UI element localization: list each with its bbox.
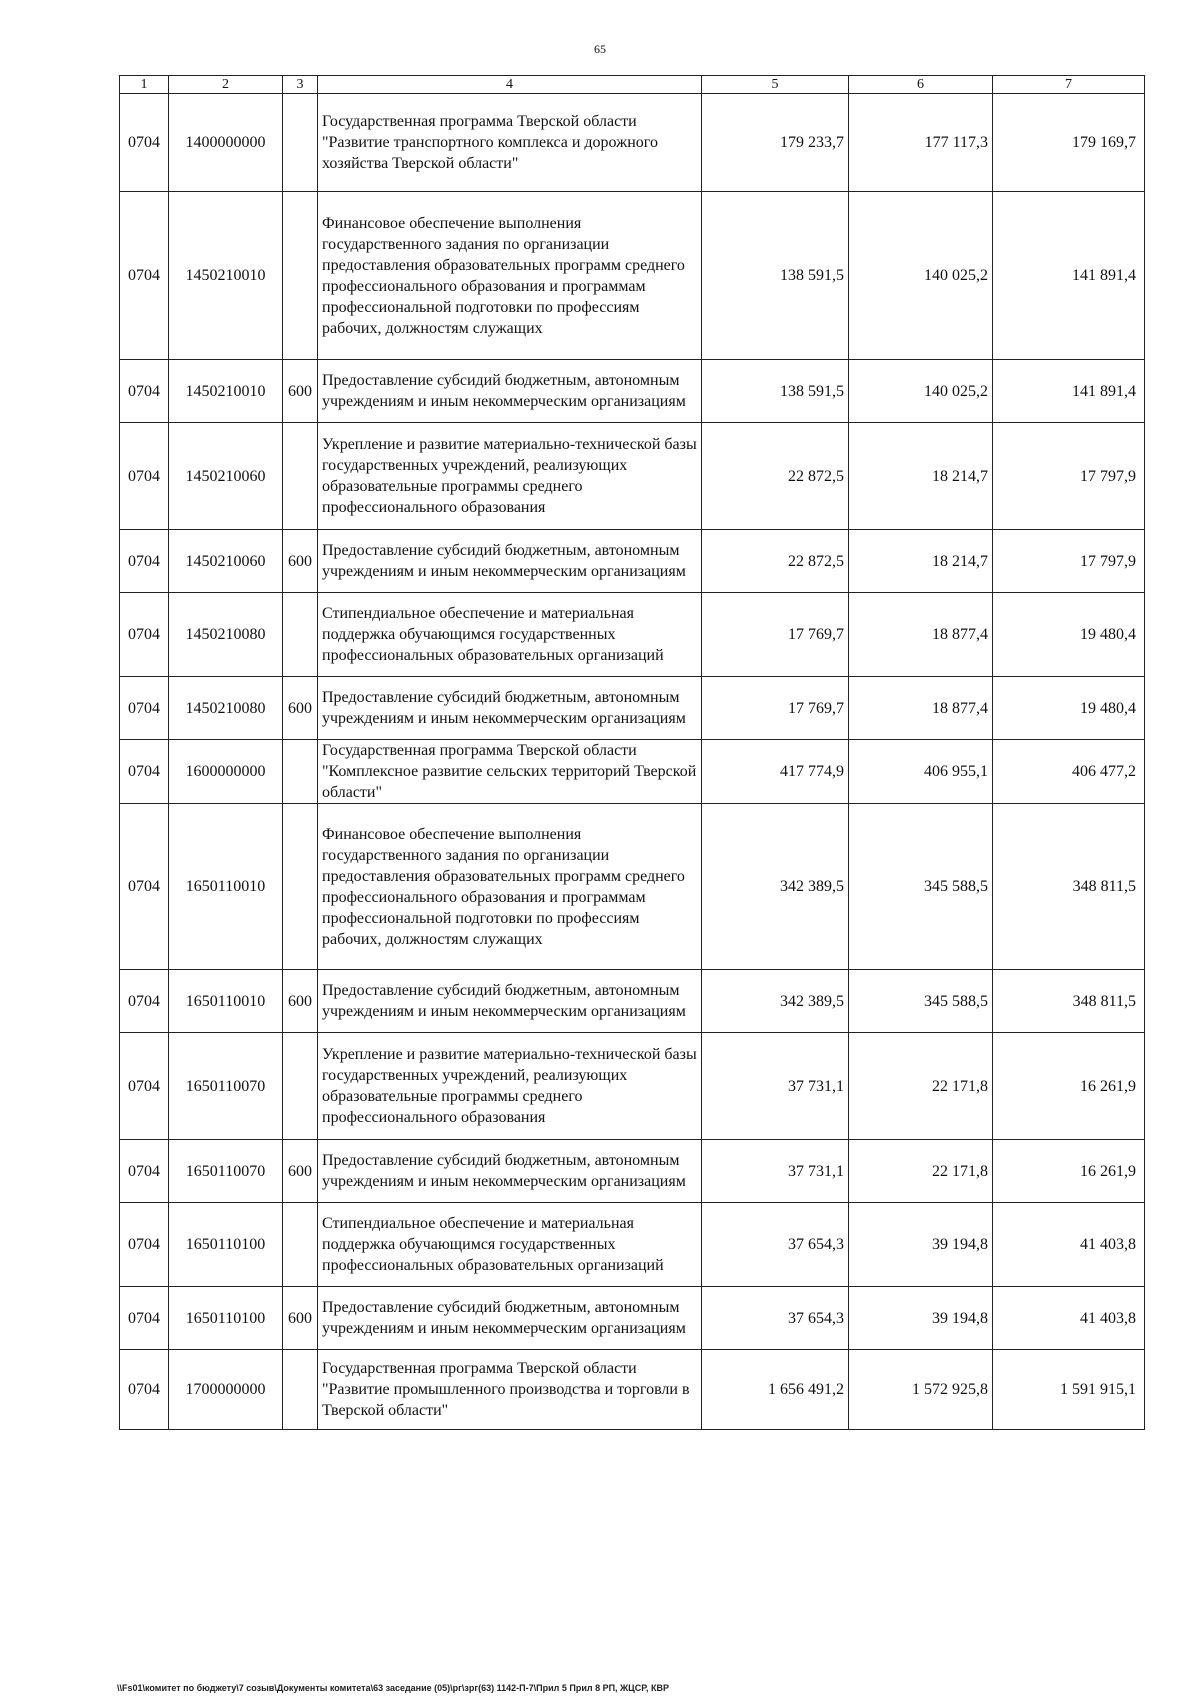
amount-col5-cell: 17 769,7 (702, 677, 849, 740)
amount-col6-cell: 18 877,4 (849, 677, 993, 740)
amount-col7-cell: 348 811,5 (993, 970, 1145, 1033)
file-path-footer: \\Fs01\комитет по бюджету\7 созыв\Документы комитета\63 заседание (05)\рг\зрг(63) 1142-П-7\Прил 5 Прил 8 РП, ЖЦСР, КВР (117, 1683, 670, 1693)
target-article-cell: 1700000000 (169, 1350, 283, 1430)
expense-type-cell (283, 192, 318, 360)
amount-col6-cell: 406 955,1 (849, 740, 993, 804)
amount-col5-cell: 179 233,7 (702, 94, 849, 192)
section-code-cell: 0704 (120, 677, 169, 740)
amount-col5-cell: 138 591,5 (702, 192, 849, 360)
table-row (120, 593, 1145, 677)
expense-type-cell: 600 (283, 360, 318, 423)
amount-col6-cell: 1 572 925,8 (849, 1350, 993, 1430)
amount-col7-cell: 141 891,4 (993, 360, 1145, 423)
expense-type-cell (283, 740, 318, 804)
table-row (120, 530, 1145, 593)
item-name-cell: Предоставление субсидий бюджетным, автономным учреждениям и иным некоммерческим организациям (318, 677, 702, 740)
section-code-cell: 0704 (120, 593, 169, 677)
amount-col7-cell: 41 403,8 (993, 1287, 1145, 1350)
section-code-cell: 0704 (120, 740, 169, 804)
item-name-cell: Финансовое обеспечение выполнения государственного задания по организации предоставления образовательных программ среднего профессионального образования и программам профессиональной подготовки по профессиям рабочих, должностям служащих (318, 192, 702, 360)
amount-col5-cell: 17 769,7 (702, 593, 849, 677)
item-name-cell: Предоставление субсидий бюджетным, автономным учреждениям и иным некоммерческим организациям (318, 970, 702, 1033)
amount-col7-cell: 348 811,5 (993, 804, 1145, 970)
item-name-cell: Государственная программа Тверской области "Развитие транспортного комплекса и дорожного хозяйства Тверской области" (318, 94, 702, 192)
column-header: 4 (318, 76, 702, 94)
section-code-cell: 0704 (120, 970, 169, 1033)
expense-type-cell (283, 94, 318, 192)
amount-col7-cell: 17 797,9 (993, 423, 1145, 530)
item-name-cell: Предоставление субсидий бюджетным, автономным учреждениям и иным некоммерческим организациям (318, 360, 702, 423)
column-header: 1 (120, 76, 169, 94)
amount-col5-cell: 1 656 491,2 (702, 1350, 849, 1430)
table-row (120, 1033, 1145, 1140)
table-row (120, 804, 1145, 970)
amount-col7-cell: 16 261,9 (993, 1033, 1145, 1140)
expense-type-cell: 600 (283, 677, 318, 740)
item-name-cell: Финансовое обеспечение выполнения государственного задания по организации предоставления образовательных программ среднего профессионального образования и программам профессиональной подготовки по профессиям рабочих, должностям служащих (318, 804, 702, 970)
target-article-cell: 1450210080 (169, 677, 283, 740)
amount-col6-cell: 18 214,7 (849, 423, 993, 530)
amount-col5-cell: 37 654,3 (702, 1287, 849, 1350)
amount-col6-cell: 22 171,8 (849, 1033, 993, 1140)
amount-col5-cell: 37 654,3 (702, 1203, 849, 1287)
section-code-cell: 0704 (120, 423, 169, 530)
target-article-cell: 1650110100 (169, 1287, 283, 1350)
column-header: 5 (702, 76, 849, 94)
amount-col6-cell: 39 194,8 (849, 1287, 993, 1350)
table-row (120, 1203, 1145, 1287)
section-code-cell: 0704 (120, 1033, 169, 1140)
expense-type-cell (283, 1203, 318, 1287)
amount-col7-cell: 179 169,7 (993, 94, 1145, 192)
amount-col6-cell: 345 588,5 (849, 804, 993, 970)
column-header: 2 (169, 76, 283, 94)
expense-type-cell: 600 (283, 1140, 318, 1203)
amount-col6-cell: 177 117,3 (849, 94, 993, 192)
amount-col7-cell: 41 403,8 (993, 1203, 1145, 1287)
expense-type-cell (283, 593, 318, 677)
table-row (120, 970, 1145, 1033)
section-code-cell: 0704 (120, 1350, 169, 1430)
item-name-cell: Предоставление субсидий бюджетным, автономным учреждениям и иным некоммерческим организациям (318, 1287, 702, 1350)
section-code-cell: 0704 (120, 804, 169, 970)
section-code-cell: 0704 (120, 94, 169, 192)
section-code-cell: 0704 (120, 360, 169, 423)
table-row (120, 360, 1145, 423)
amount-col6-cell: 18 214,7 (849, 530, 993, 593)
expense-type-cell: 600 (283, 1287, 318, 1350)
table-row (120, 1350, 1145, 1430)
item-name-cell: Государственная программа Тверской области "Комплексное развитие сельских территорий Тверской области" (318, 740, 702, 804)
amount-col6-cell: 140 025,2 (849, 360, 993, 423)
table-row (120, 740, 1145, 804)
item-name-cell: Государственная программа Тверской области "Развитие промышленного производства и торговли в Тверской области" (318, 1350, 702, 1430)
table-row (120, 677, 1145, 740)
amount-col5-cell: 417 774,9 (702, 740, 849, 804)
target-article-cell: 1400000000 (169, 94, 283, 192)
section-code-cell: 0704 (120, 1203, 169, 1287)
section-code-cell: 0704 (120, 1140, 169, 1203)
column-header: 3 (283, 76, 318, 94)
item-name-cell: Стипендиальное обеспечение и материальная поддержка обучающимся государственных профессиональных образовательных организаций (318, 593, 702, 677)
target-article-cell: 1650110100 (169, 1203, 283, 1287)
column-header: 7 (993, 76, 1145, 94)
item-name-cell: Укрепление и развитие материально-технической базы государственных учреждений, реализующих образовательные программы среднего профессионального образования (318, 1033, 702, 1140)
item-name-cell: Стипендиальное обеспечение и материальная поддержка обучающимся государственных профессиональных образовательных организаций (318, 1203, 702, 1287)
amount-col5-cell: 342 389,5 (702, 970, 849, 1033)
amount-col5-cell: 37 731,1 (702, 1140, 849, 1203)
table-row (120, 1287, 1145, 1350)
amount-col5-cell: 22 872,5 (702, 530, 849, 593)
table-row (120, 192, 1145, 360)
table-row (120, 1140, 1145, 1203)
amount-col7-cell: 406 477,2 (993, 740, 1145, 804)
column-header: 6 (849, 76, 993, 94)
amount-col5-cell: 138 591,5 (702, 360, 849, 423)
amount-col7-cell: 19 480,4 (993, 677, 1145, 740)
section-code-cell: 0704 (120, 192, 169, 360)
target-article-cell: 1650110010 (169, 970, 283, 1033)
target-article-cell: 1450210060 (169, 530, 283, 593)
target-article-cell: 1450210010 (169, 360, 283, 423)
amount-col7-cell: 16 261,9 (993, 1140, 1145, 1203)
expense-type-cell (283, 804, 318, 970)
amount-col6-cell: 345 588,5 (849, 970, 993, 1033)
expense-type-cell (283, 423, 318, 530)
amount-col7-cell: 141 891,4 (993, 192, 1145, 360)
amount-col6-cell: 39 194,8 (849, 1203, 993, 1287)
item-name-cell: Укрепление и развитие материально-технической базы государственных учреждений, реализующих образовательные программы среднего профессионального образования (318, 423, 702, 530)
expense-type-cell: 600 (283, 970, 318, 1033)
target-article-cell: 1450210010 (169, 192, 283, 360)
amount-col7-cell: 17 797,9 (993, 530, 1145, 593)
section-code-cell: 0704 (120, 530, 169, 593)
amount-col5-cell: 37 731,1 (702, 1033, 849, 1140)
amount-col5-cell: 22 872,5 (702, 423, 849, 530)
section-code-cell: 0704 (120, 1287, 169, 1350)
page-number: 65 (594, 42, 606, 56)
table-row (120, 423, 1145, 530)
target-article-cell: 1650110070 (169, 1033, 283, 1140)
target-article-cell: 1600000000 (169, 740, 283, 804)
target-article-cell: 1650110010 (169, 804, 283, 970)
amount-col7-cell: 19 480,4 (993, 593, 1145, 677)
budget-table (119, 75, 1145, 1430)
expense-type-cell (283, 1350, 318, 1430)
target-article-cell: 1450210080 (169, 593, 283, 677)
amount-col5-cell: 342 389,5 (702, 804, 849, 970)
column-number-row (120, 76, 1145, 94)
target-article-cell: 1450210060 (169, 423, 283, 530)
target-article-cell: 1650110070 (169, 1140, 283, 1203)
item-name-cell: Предоставление субсидий бюджетным, автономным учреждениям и иным некоммерческим организациям (318, 530, 702, 593)
item-name-cell: Предоставление субсидий бюджетным, автономным учреждениям и иным некоммерческим организациям (318, 1140, 702, 1203)
amount-col6-cell: 18 877,4 (849, 593, 993, 677)
amount-col6-cell: 140 025,2 (849, 192, 993, 360)
table-row (120, 94, 1145, 192)
expense-type-cell: 600 (283, 530, 318, 593)
amount-col7-cell: 1 591 915,1 (993, 1350, 1145, 1430)
expense-type-cell (283, 1033, 318, 1140)
amount-col6-cell: 22 171,8 (849, 1140, 993, 1203)
